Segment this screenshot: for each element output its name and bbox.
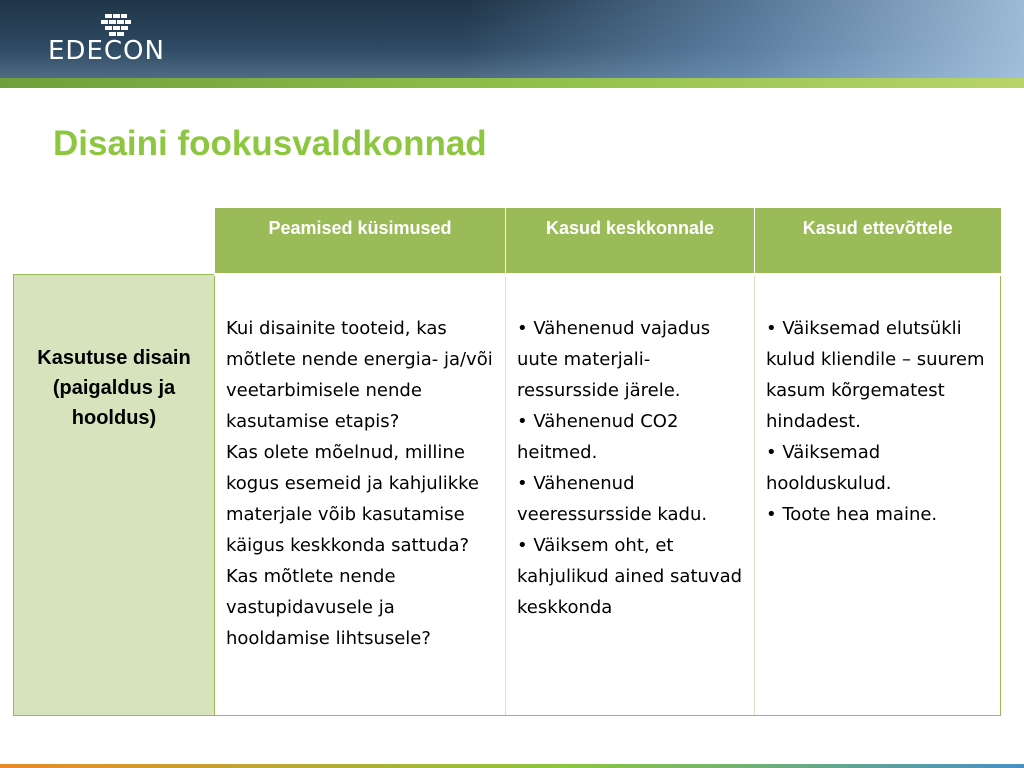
question-item: Kas olete mõelnud, milline kogus esemeid ja kahjulikke materjale võib kasutamise käigus keskkonda sattuda?: [226, 442, 480, 556]
company-logo-text: EDECON: [48, 36, 165, 66]
brick-wall-icon: [101, 14, 131, 36]
header-grass-strip: [0, 78, 1024, 88]
table-row: [14, 275, 1001, 716]
benefit-item: • Väiksemad hoolduskulud.: [766, 442, 892, 494]
footer-accent-line: [0, 764, 1024, 768]
column-header-questions: Peamised küsimused: [215, 208, 506, 275]
focus-areas-table: [13, 208, 1001, 716]
column-header-business-benefits: Kasud ettevõttele: [755, 208, 1001, 275]
row-header-use-design: Kasutuse disain (paigaldus ja hooldus): [14, 275, 215, 716]
table-header-row: [14, 208, 1001, 275]
environment-benefits-cell: [506, 275, 755, 716]
questions-cell: [215, 275, 506, 716]
benefit-item: • Väiksemad elutsükli kulud kliendile – suurem kasum kõrgematest hindadest.: [766, 318, 985, 432]
benefit-item: • Vähenenud vajadus uute materjali-ressursside järele.: [517, 318, 711, 401]
business-benefits-cell: [755, 275, 1001, 716]
benefit-item: • Vähenenud veeressursside kadu.: [517, 473, 708, 525]
benefit-item: • Vähenenud CO2 heitmed.: [517, 411, 679, 463]
benefit-item: • Väiksem oht, et kahjulikud ained satuvad keskkonda: [517, 535, 743, 618]
table-corner-cell: [14, 208, 215, 275]
question-item: Kas mõtlete nende vastupidavusele ja hooldamise lihtsusele?: [226, 566, 431, 649]
slide-title: Disaini fookusvaldkonnad: [53, 124, 487, 163]
benefit-item: • Toote hea maine.: [766, 504, 938, 525]
column-header-environment-benefits: Kasud keskkonnale: [506, 208, 755, 275]
slide-header-banner: [0, 0, 1024, 88]
header-sky-gradient: [464, 0, 1024, 88]
question-item: Kui disainite tooteid, kas mõtlete nende energia- ja/või veetarbimisele nende kasutamise etapis?: [226, 318, 493, 432]
